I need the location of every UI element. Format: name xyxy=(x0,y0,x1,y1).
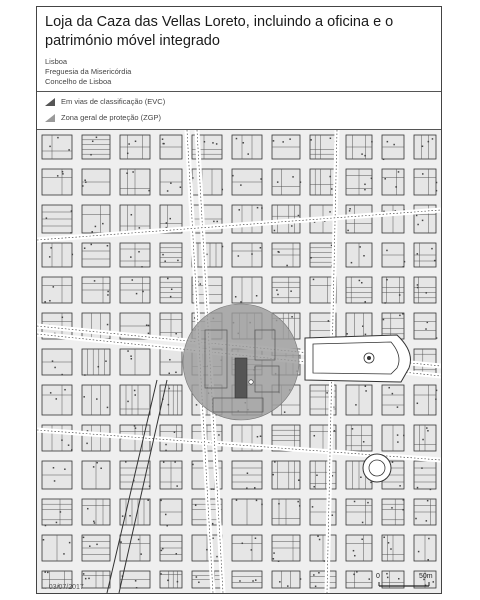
legend-divider xyxy=(37,91,441,92)
square-roundabout xyxy=(305,335,411,382)
council-label: Concelho de Lisboa xyxy=(45,77,112,86)
scale-start-label: 0 xyxy=(376,573,380,580)
dark-polygon-icon xyxy=(45,98,55,106)
page-title: Loja da Caza das Vellas Loreto, incluindo a oficina e o património móvel integrado xyxy=(45,14,394,49)
legend-label-zgp: Zona geral de proteção (ZGP) xyxy=(61,113,162,122)
roundabout-lower xyxy=(363,454,391,482)
legend-item-zgp xyxy=(45,113,161,122)
parish-label: Freguesia da Misericórdia xyxy=(45,67,132,76)
legend-item-evc xyxy=(45,97,165,106)
legend-label-evc: Em vias de classificação (EVC) xyxy=(61,97,166,106)
classified-building xyxy=(235,358,247,398)
scale-bar xyxy=(373,573,435,589)
cadastral-map[interactable] xyxy=(37,130,441,593)
municipality-label: Lisboa xyxy=(45,57,68,66)
map-canvas xyxy=(37,130,441,593)
map-reference-code: ... 03/07/2017 xyxy=(41,584,84,591)
light-polygon-icon xyxy=(45,114,55,122)
scale-end-label: 50m xyxy=(419,573,433,580)
map-sheet xyxy=(36,6,442,594)
